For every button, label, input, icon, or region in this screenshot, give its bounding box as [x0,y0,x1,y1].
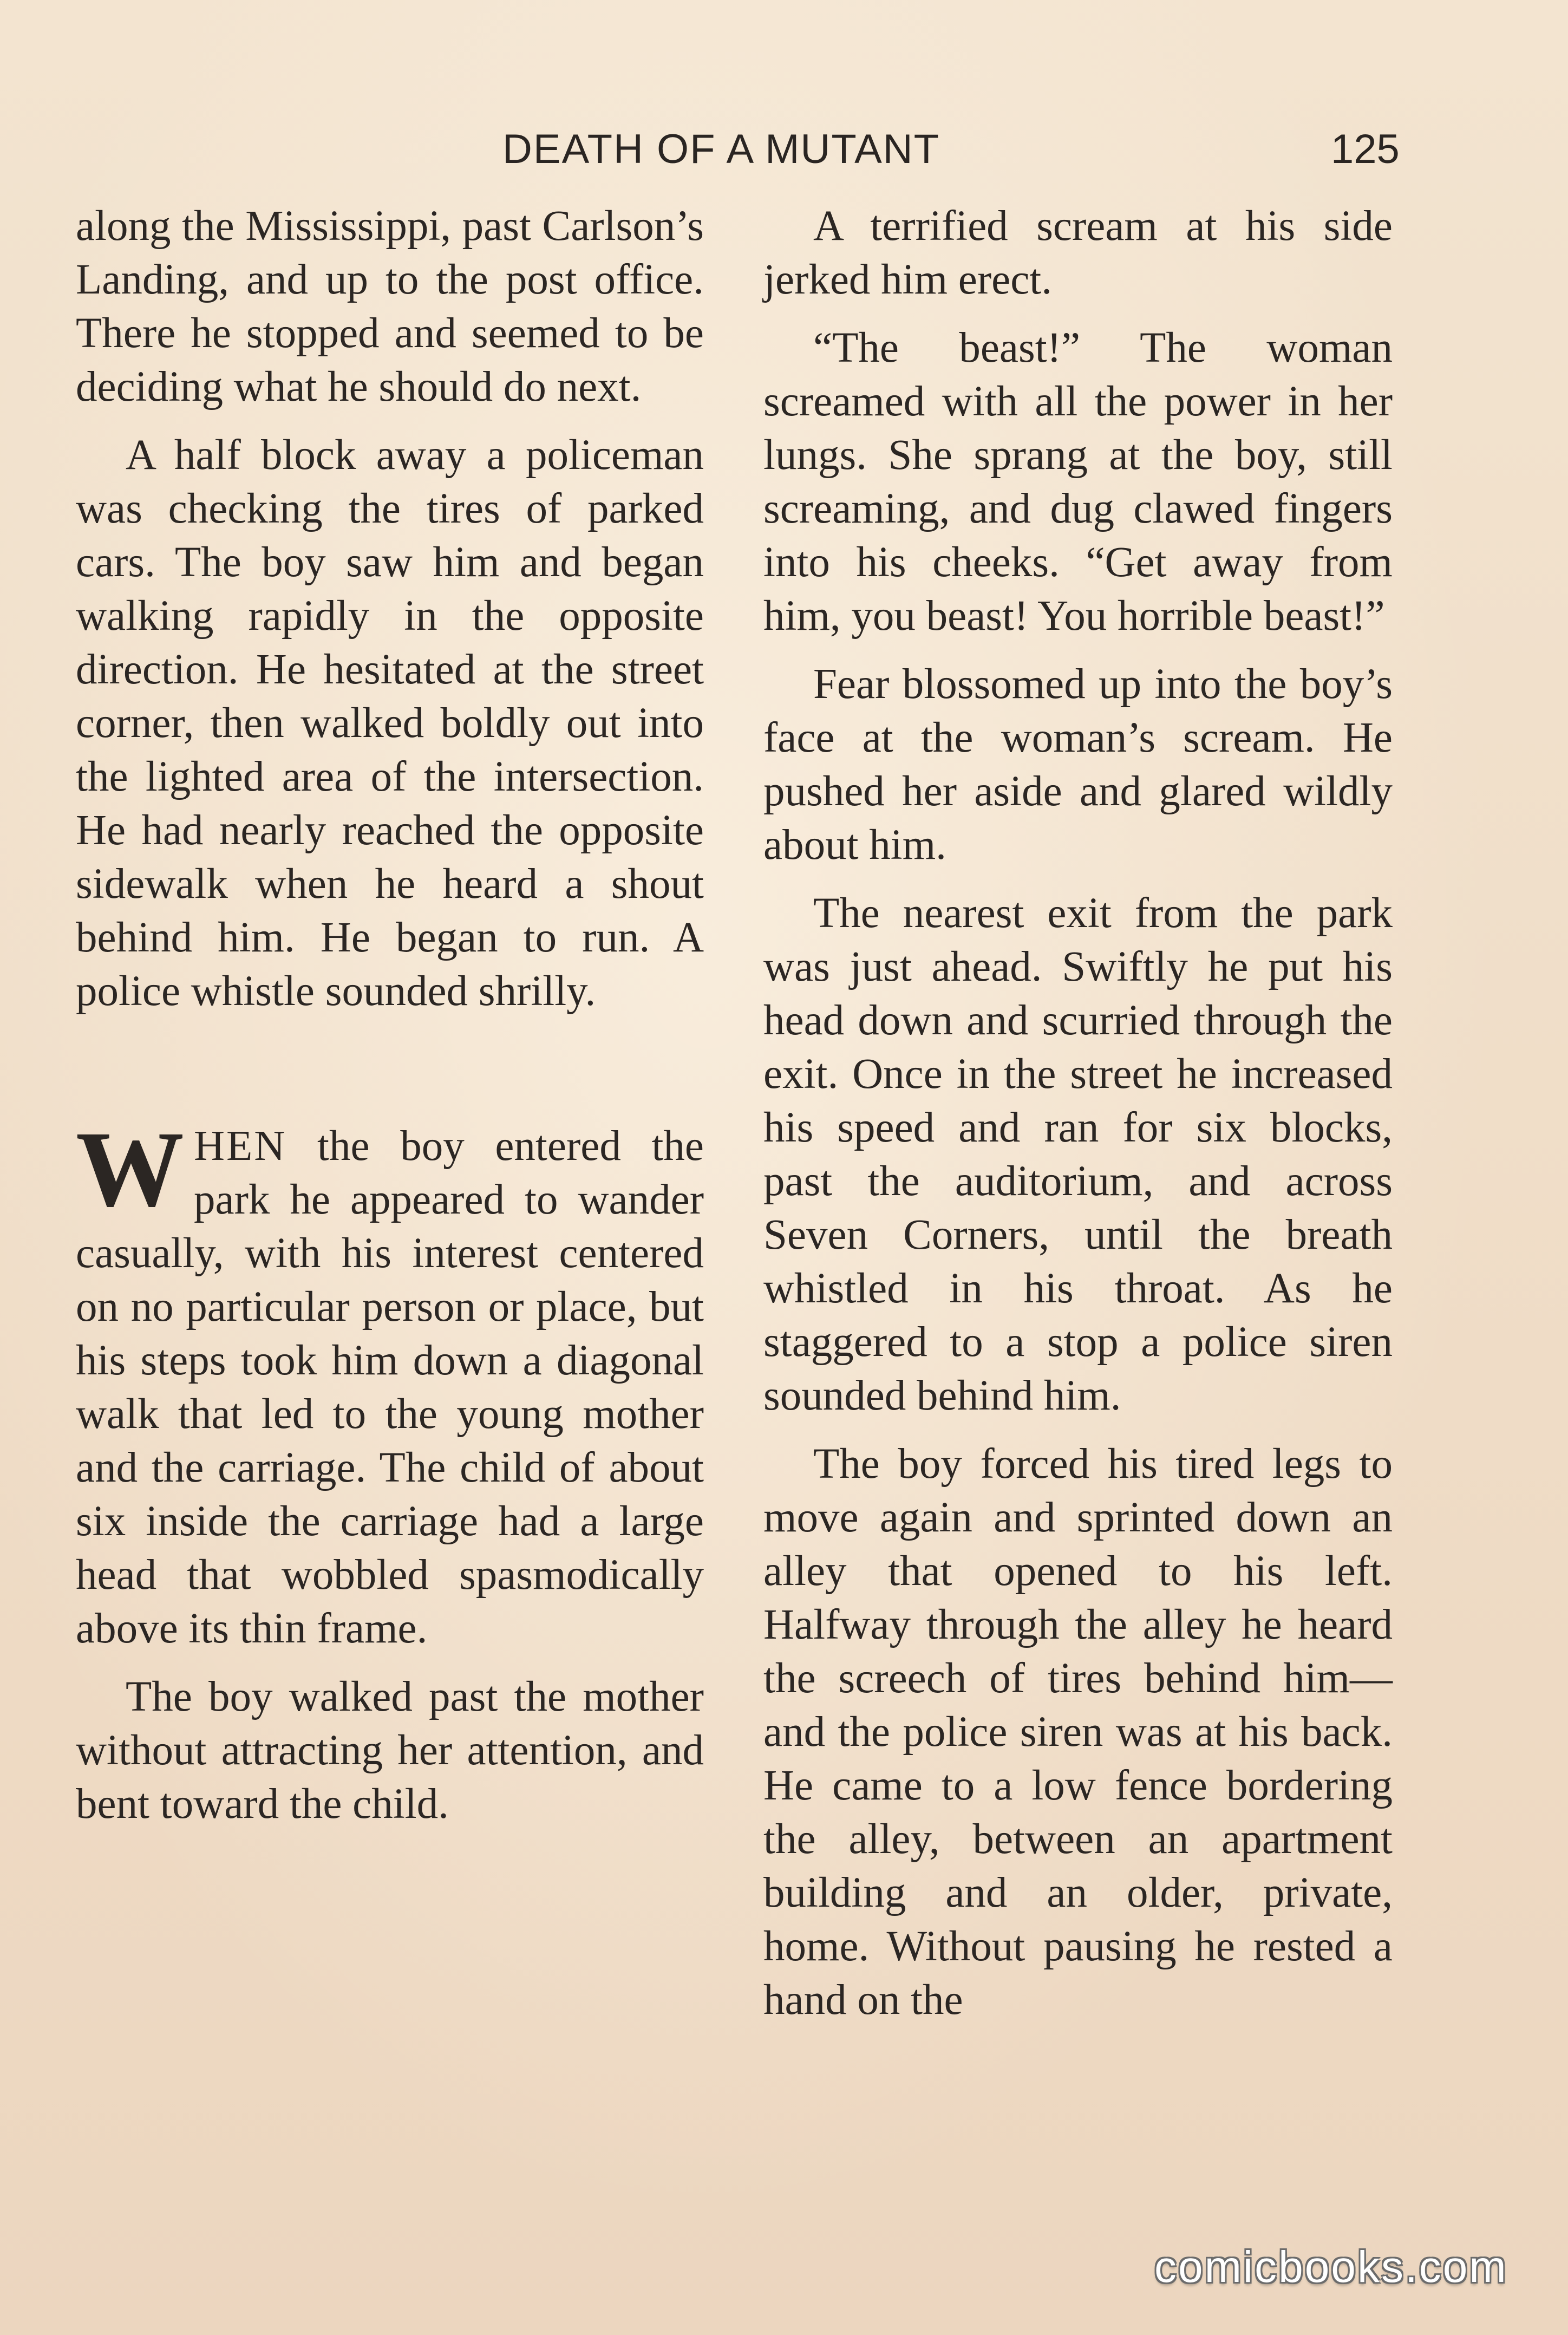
paragraph-with-drop-cap [76,1110,704,1655]
page-number: 125 [1331,126,1400,172]
paragraph: “The beast!” The woman screamed with all the power in her lungs. She sprang at the boy, still screaming, and dug clawed fingers into his cheeks. “Get away from him, you beast! You horrible beast!” [763,324,1393,640]
paragraph: Fear blossomed up into the boy’s face at the woman’s scream. He pushed her aside and glared wildly about him. [763,661,1393,869]
paragraph: along the Mississippi, past Carlson’s Landing, and up to the post office. There he stopped and seemed to be deciding what he should do next. [76,203,704,410]
watermark: comicbooks.com [1154,2242,1508,2292]
drop-cap-continuation: HEN [194,1123,287,1170]
left-column [76,199,704,1845]
paragraph: The boy walked past the mother without attracting her attention, and bent toward the child. [76,1673,704,1828]
paragraph: A half block away a policeman was checking the tires of parked cars. The boy saw him and began walking rapidly in the opposite direction. He hesitated at the street corner, then walked boldly out into the lighted area of the intersection. He had nearly reached the opposite sidewalk when he heard a shout behind him. He began to run. A police whistle sounded shrilly. [76,432,704,1015]
right-column [763,199,1393,2042]
page-header [0,119,1568,179]
drop-cap: W [76,1110,184,1229]
paragraph-text: the boy entered the park he appeared to wander casually, with his interest centered on no particular person or place, but his steps took him down a diagonal walk that led to the young mother and the carriage. The child of about six inside the carriage had a large head that wobbled spasmodically above its thin frame. [76,1123,704,1652]
paragraph: The boy forced his tired legs to move again and sprinted down an alley that opened to his left. Halfway through the alley he heard the screech of tires behind him—and the police siren was at his back. He came to a low fence bordering the alley, between an apartment building and an older, private, home. Without pausing he rested a hand on the [763,1440,1393,2024]
paragraph: A terrified scream at his side jerked him erect. [763,203,1393,303]
section-break [76,1033,704,1119]
running-title: DEATH OF A MUTANT [502,126,940,172]
paragraph: The nearest exit from the park was just ahead. Swiftly he put his head down and scurried through the exit. Once in the street he increased his speed and ran for six blocks, past the auditorium, and across Seven Corners, until the breath whistled in his throat. As he staggered to a stop a police siren sounded behind him. [763,890,1393,1419]
